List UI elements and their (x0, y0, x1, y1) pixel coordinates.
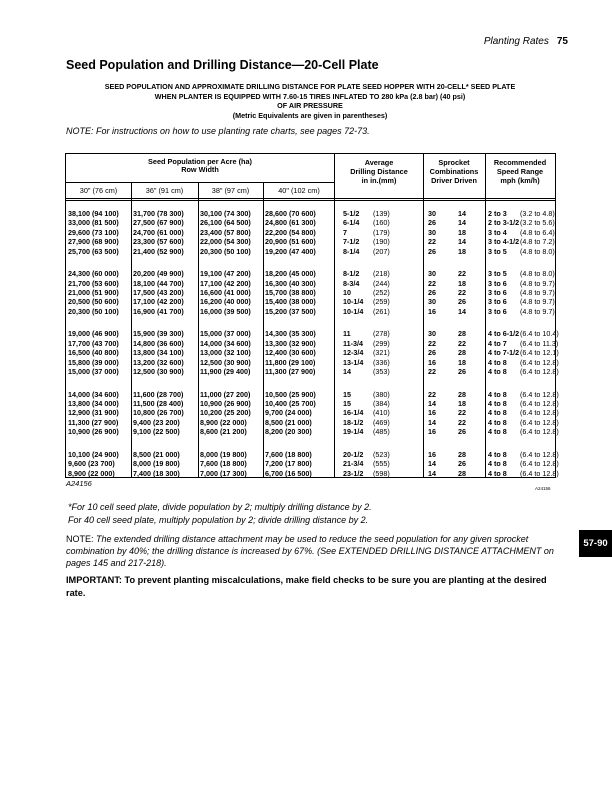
table-cell: 12,500 (30 900) (133, 367, 184, 376)
table-cell: (6.4 to 11.3) (520, 338, 559, 348)
table-cell: 4 to 8 (488, 468, 507, 478)
table-cell: 13,800 (34 000) (68, 399, 119, 408)
table-cell: 14,000 (34 600) (200, 338, 251, 348)
table-cell: (410) (373, 408, 390, 418)
table-cell: 33,000 (81 500) (68, 218, 119, 228)
table-cell: 16 (428, 449, 436, 459)
table-cell: 20,500 (50 600) (68, 297, 119, 307)
table-cell: 26,100 (64 500) (200, 218, 251, 228)
table-cell: 28,600 (70 600) (265, 209, 316, 218)
table-cell: 3 to 6 (488, 288, 507, 297)
table-cell: (4.8 to 9.7) (520, 278, 555, 288)
table-cell: 11,800 (29 100) (265, 357, 316, 367)
caption-line: WHEN PLANTER IS EQUIPPED WITH 7.60-15 TIRES INFLATED TO 280 kPa (2.8 bar) (40 psi) (154, 91, 466, 101)
table-cell: 21-3/4 (343, 459, 364, 469)
table-cell: (598) (373, 468, 390, 478)
table-cell: (160) (373, 218, 390, 228)
table-cell: 19,200 (47 400) (265, 246, 316, 256)
table-cell: 15,000 (37 000) (200, 329, 251, 339)
table-cell: 14 (428, 468, 436, 478)
table-cell: 18-1/2 (343, 417, 364, 427)
table-cell: 3 to 4-1/2 (488, 237, 520, 247)
table-cell: (261) (373, 306, 390, 316)
table-cell: 31,700 (78 300) (133, 209, 184, 218)
table-cell: 14 (458, 237, 466, 247)
table-cell: 7 (343, 227, 347, 237)
table-cell: 8,900 (22 000) (68, 468, 115, 478)
table-cell: 14 (458, 209, 466, 218)
column-30in: 30" (76 cm) (79, 186, 118, 195)
table-cell: 18 (458, 278, 466, 288)
table-cell: 17,100 (42 200) (200, 278, 251, 288)
section-tab: 57-90 (579, 530, 612, 557)
table-cell: 4 to 7 (488, 338, 507, 348)
table-cell: 16,300 (40 300) (265, 278, 316, 288)
table-cell: 7,400 (18 300) (133, 468, 180, 478)
table-cell: (6.4 to 12.8) (520, 399, 559, 408)
table-cell: (555) (373, 459, 390, 469)
table-cell: 14 (428, 459, 436, 469)
caption-line: (Metric Equivalents are given in parentheses) (232, 110, 388, 120)
table-cell: 9,600 (23 700) (68, 459, 115, 469)
column-rule (263, 182, 264, 477)
table-cell: 24,300 (60 000) (68, 269, 119, 279)
table-cell: 30 (428, 209, 436, 218)
table-cell: 23,400 (57 800) (200, 227, 251, 237)
table-cell: 14,300 (35 300) (265, 329, 316, 339)
table-cell: 11,900 (29 400) (200, 367, 251, 376)
table-cell: 10-1/4 (343, 306, 364, 316)
table-cell: 11,600 (28 700) (133, 389, 184, 399)
table-cell: 13,800 (34 100) (133, 348, 184, 358)
figure-id-small: A24156 (535, 486, 551, 491)
table-cell: 17,700 (43 700) (68, 338, 119, 348)
table-cell: (299) (373, 338, 390, 348)
column-rule (423, 154, 424, 477)
extended-distance-note (66, 533, 556, 569)
table-cell: 10,100 (24 900) (68, 449, 119, 459)
table-cell: 22 (458, 408, 466, 418)
table-cell: 13,300 (32 900) (265, 338, 316, 348)
sprocket-header-1: Sprocket (438, 158, 470, 167)
table-cell: 4 to 8 (488, 459, 507, 469)
table-cell: 16,600 (41 000) (200, 288, 251, 297)
speed-header-1: Recommended (493, 158, 547, 167)
table-cell: 7,600 (18 800) (200, 459, 247, 469)
table-cell: 15,900 (39 300) (133, 329, 184, 339)
table-cell: 14 (458, 218, 466, 228)
table-cell: (244) (373, 278, 390, 288)
footnote-40-cell: For 40 cell seed plate, multiply population by 2; divide drilling distance by 2. (68, 515, 369, 525)
table-cell: 25,700 (63 500) (68, 246, 119, 256)
column-36in: 36" (91 cm) (145, 186, 184, 195)
table-cell: 22 (428, 237, 436, 247)
table-cell: 8,000 (19 800) (200, 449, 247, 459)
table-cell: 8,500 (21 000) (265, 417, 312, 427)
table-cell: 14 (428, 417, 436, 427)
table-cell: 11-3/4 (343, 338, 363, 348)
table-cell: (3.2 to 5.6) (520, 218, 555, 228)
table-cell: (4.8 to 7.2) (520, 237, 555, 247)
table-cell: 15,800 (39 000) (68, 357, 119, 367)
table-cell: 22 (428, 389, 436, 399)
table-cell: 19,100 (47 200) (200, 269, 251, 279)
table-cell: (485) (373, 427, 390, 437)
column-40in: 40" (102 cm) (278, 186, 320, 195)
table-cell: 8,000 (19 800) (133, 459, 180, 469)
table-cell: 19-1/4 (343, 427, 364, 437)
table-cell: 28 (458, 468, 466, 478)
table-cell: 5-1/2 (343, 209, 360, 218)
table-cell: 4 to 7-1/2 (488, 348, 520, 358)
table-cell: 13-1/4 (343, 357, 364, 367)
table-cell: (353) (373, 367, 390, 376)
table-cell: 3 to 6 (488, 278, 507, 288)
table-cell: 2 to 3-1/2 (488, 218, 520, 228)
table-cell: 10-1/4 (343, 297, 364, 307)
table-cell: 27,900 (68 900) (68, 237, 119, 247)
table-cell: 15 (343, 399, 351, 408)
row-width-header: Row Width (181, 165, 219, 174)
table-cell: (278) (373, 329, 390, 339)
table-cell: (469) (373, 417, 390, 427)
table-cell: 14 (428, 399, 436, 408)
table-cell: (6.4 to 12.8) (520, 417, 559, 427)
table-cell: 22 (458, 269, 466, 279)
table-cell: 20,900 (51 600) (265, 237, 316, 247)
table-cell: (259) (373, 297, 390, 307)
table-cell: 10 (343, 288, 351, 297)
table-cell: 15,400 (38 000) (265, 297, 316, 307)
table-cell: (6.4 to 12.8) (520, 408, 559, 418)
table-cell: 18 (458, 227, 466, 237)
table-cell: 30 (428, 227, 436, 237)
table-cell: 22,200 (54 800) (265, 227, 316, 237)
table-cell: 17,100 (42 200) (133, 297, 184, 307)
table-cell: 17,500 (43 200) (133, 288, 184, 297)
note-text: The extended drilling distance attachment may be used to reduce the seed population for any given sprocket combination by 40%; the drilling distance is increased by 67%. (See EXTENDED DRILLING DISTANCE ATTACHMENT on pages 145 and 217-218). (66, 534, 554, 568)
table-cell: 20,300 (50 100) (200, 246, 251, 256)
header-rule (66, 182, 335, 183)
table-cell: 8-3/4 (343, 278, 360, 288)
table-cell: (321) (373, 348, 390, 358)
table-cell: 4 to 6-1/2 (488, 329, 520, 339)
table-cell: 4 to 8 (488, 367, 507, 376)
table-cell: 12,900 (31 900) (68, 408, 119, 418)
table-cell: 14,800 (36 600) (133, 338, 184, 348)
table-cell: 30 (428, 269, 436, 279)
table-cell: 11,300 (27 900) (68, 417, 119, 427)
table-cell: 18 (458, 357, 466, 367)
table-cell: 26 (428, 218, 436, 228)
column-rule (334, 154, 335, 477)
table-cell: 16 (428, 408, 436, 418)
table-cell: 4 to 8 (488, 357, 507, 367)
table-cell: 16 (428, 427, 436, 437)
table-cell: (6.4 to 12.8) (520, 468, 559, 478)
table-cell: (6.4 to 12.8) (520, 427, 559, 437)
table-cell: (6.4 to 12.1) (520, 348, 559, 358)
table-cell: 22 (428, 338, 436, 348)
table-cell: 30 (428, 297, 436, 307)
table-cell: 9,100 (22 500) (133, 427, 180, 437)
header-rule (66, 200, 555, 201)
table-cell: 9,400 (23 200) (133, 417, 180, 427)
table-cell: 14 (343, 367, 351, 376)
table-cell: 16,000 (39 500) (200, 306, 251, 316)
table-cell: 4 to 8 (488, 427, 507, 437)
table-cell: 2 to 3 (488, 209, 507, 218)
table-cell: 4 to 8 (488, 399, 507, 408)
table-cell: 30 (428, 329, 436, 339)
table-cell: 10,900 (26 900) (200, 399, 251, 408)
table-cell: (179) (373, 227, 390, 237)
table-cell: 3 to 6 (488, 297, 507, 307)
table-cell: 22 (458, 417, 466, 427)
table-cell: 10,800 (26 700) (133, 408, 184, 418)
table-cell: (6.4 to 12.8) (520, 367, 559, 376)
table-cell: 10,400 (25 700) (265, 399, 316, 408)
table-cell: 21,000 (51 900) (68, 288, 119, 297)
caption-line: SEED POPULATION AND APPROXIMATE DRILLING DISTANCE FOR PLATE SEED HOPPER WITH 20-CELL* SEED PLATE (104, 82, 516, 91)
drilling-header-2: Drilling Distance (350, 167, 408, 176)
table-cell: 4 to 8 (488, 417, 507, 427)
table-cell: (139) (373, 209, 390, 218)
table-cell: 20,300 (50 100) (68, 306, 119, 316)
column-rule (198, 182, 199, 477)
table-cell: 7,200 (17 800) (265, 459, 312, 469)
page-title: Seed Population and Drilling Distance—20-Cell Plate (66, 58, 379, 72)
table-cell: 15,700 (38 800) (265, 288, 316, 297)
table-cell: 26 (458, 367, 466, 376)
table-cell: 11,000 (27 200) (200, 389, 251, 399)
table-cell: 30,100 (74 300) (200, 209, 251, 218)
table-cell: 26 (428, 288, 436, 297)
caption-line: OF AIR PRESSURE (277, 101, 343, 111)
important-notice: IMPORTANT: To prevent planting miscalculations, make field checks to be sure you are planting at the desired rate. (66, 575, 547, 598)
running-header (484, 36, 568, 47)
table-cell: 16 (428, 306, 436, 316)
drilling-header-1: Average (364, 158, 394, 167)
table-cell: (4.8 to 9.7) (520, 297, 555, 307)
table-cell: 14 (458, 306, 466, 316)
instructions-note: NOTE: For instructions on how to use planting rate charts, see pages 72-73. (66, 126, 370, 136)
table-cell: 21,700 (53 600) (68, 278, 119, 288)
table-cell: 18 (458, 246, 466, 256)
sprocket-header-3: Driver Driven (431, 176, 477, 185)
table-cell: 21,400 (52 900) (133, 246, 184, 256)
table-cell: (6.4 to 12.8) (520, 449, 559, 459)
table-cell: 28 (458, 389, 466, 399)
drilling-header-3: in in.(mm) (361, 176, 397, 185)
table-cell: 10,500 (25 900) (265, 389, 316, 399)
table-cell: 3 to 5 (488, 246, 507, 256)
table-cell: (380) (373, 389, 390, 399)
table-cell: 26 (458, 459, 466, 469)
table-cell: 6-1/4 (343, 218, 360, 228)
table-cell: 8-1/4 (343, 246, 360, 256)
table-cell: 12,500 (30 900) (200, 357, 251, 367)
section-name: Planting Rates (483, 36, 549, 47)
table-cell: (190) (373, 237, 390, 247)
table-cell: 26 (428, 348, 436, 358)
table-cell: 7,600 (18 800) (265, 449, 312, 459)
table-cell: 29,600 (73 100) (68, 227, 119, 237)
table-cell: 22 (428, 367, 436, 376)
table-cell: (252) (373, 288, 390, 297)
population-header: Seed Population per Acre (ha) (148, 157, 252, 166)
table-cell: 19,000 (46 900) (68, 329, 119, 339)
table-cell: 16,900 (41 700) (133, 306, 184, 316)
table-cell: (4.8 to 8.0) (520, 246, 555, 256)
table-cell: 13,200 (32 600) (133, 357, 184, 367)
table-cell: (336) (373, 357, 390, 367)
table-cell: 12,400 (30 600) (265, 348, 316, 358)
table-cell: 20,200 (49 900) (133, 269, 184, 279)
table-cell: 15 (343, 389, 351, 399)
table-cell: (218) (373, 269, 390, 279)
table-cell: 11,300 (27 900) (265, 367, 316, 376)
table-cell: (384) (373, 399, 390, 408)
column-rule (485, 154, 486, 477)
table-cell: 23,300 (57 600) (133, 237, 184, 247)
table-cell: 22 (458, 338, 466, 348)
table-cell: 4 to 8 (488, 389, 507, 399)
table-cell: 28 (458, 449, 466, 459)
table-cell: 11 (343, 329, 351, 339)
table-cell: (6.4 to 12.8) (520, 357, 559, 367)
table-cell: 22,000 (54 300) (200, 237, 251, 247)
table-cell: 7,000 (17 300) (200, 468, 247, 478)
note-label: NOTE: (66, 534, 94, 544)
table-cell: (6.4 to 10.4) (520, 329, 559, 339)
table-cell: 3 to 4 (488, 227, 507, 237)
table-cell: 8,500 (21 000) (133, 449, 180, 459)
table-cell: 15,000 (37 000) (68, 367, 119, 376)
table-cell: 18,200 (45 000) (265, 269, 316, 279)
table-cell: (207) (373, 246, 390, 256)
table-cell: 15,200 (37 500) (265, 306, 316, 316)
table-cell: 28 (458, 329, 466, 339)
table-cell: 27,500 (67 900) (133, 218, 184, 228)
table-cell: 13,000 (32 100) (200, 348, 251, 358)
table-cell: 20-1/2 (343, 449, 364, 459)
table-cell: 6,700 (16 500) (265, 468, 312, 478)
table-cell: (4.8 to 6.4) (520, 227, 555, 237)
table-cell: 4 to 8 (488, 449, 507, 459)
table-cell: 12-3/4 (343, 348, 364, 358)
table-caption (66, 82, 554, 120)
table-cell: 26 (458, 427, 466, 437)
table-cell: 16,200 (40 000) (200, 297, 251, 307)
table-cell: 16 (428, 357, 436, 367)
table-cell: 22 (458, 288, 466, 297)
table-cell: 9,700 (24 000) (265, 408, 312, 418)
table-cell: (6.4 to 12.8) (520, 389, 559, 399)
table-cell: 28 (458, 348, 466, 358)
table-cell: (4.8 to 9.7) (520, 288, 555, 297)
table-cell: (4.8 to 8.0) (520, 269, 555, 279)
column-38in: 38" (97 cm) (211, 186, 250, 195)
column-rule (131, 182, 132, 477)
table-cell: 26 (428, 246, 436, 256)
table-cell: 24,800 (61 300) (265, 218, 316, 228)
table-cell: 11,500 (28 400) (133, 399, 184, 408)
figure-id: A24156 (66, 479, 92, 488)
table-cell: 7-1/2 (343, 237, 360, 247)
table-cell: (4.8 to 9.7) (520, 306, 555, 316)
table-cell: 10,200 (25 200) (200, 408, 251, 418)
table-cell: 8,600 (21 200) (200, 427, 247, 437)
table-cell: 4 to 8 (488, 408, 507, 418)
table-cell: 38,100 (94 100) (68, 209, 119, 218)
table-cell: 24,700 (61 000) (133, 227, 184, 237)
table-cell: 16,500 (40 800) (68, 348, 119, 358)
header-rule (66, 198, 555, 199)
table-cell: 3 to 5 (488, 269, 507, 279)
table-cell: (6.4 to 12.8) (520, 459, 559, 469)
table-cell: 3 to 6 (488, 306, 507, 316)
table-cell: 8,900 (22 000) (200, 417, 247, 427)
table-cell: 14,000 (34 600) (68, 389, 119, 399)
table-cell: (3.2 to 4.8) (520, 209, 555, 218)
table-cell: 10,900 (26 900) (68, 427, 119, 437)
table-cell: 8,200 (20 300) (265, 427, 312, 437)
speed-header-3: mph (km/h) (500, 176, 540, 185)
speed-header-2: Speed Range (496, 167, 544, 176)
table-cell: 8-1/2 (343, 269, 360, 279)
table-cell: 23-1/2 (343, 468, 364, 478)
seed-population-table (65, 153, 559, 478)
table-cell: 26 (458, 297, 466, 307)
table-cell: (523) (373, 449, 390, 459)
sprocket-header-2: Combinations (429, 167, 479, 176)
table-cell: 18 (458, 399, 466, 408)
footnote-10-cell: *For 10 cell seed plate, divide population by 2; multiply drilling distance by 2. (68, 502, 372, 512)
page-number: 75 (556, 36, 568, 47)
table-cell: 22 (428, 278, 436, 288)
table-cell: 16-1/4 (343, 408, 364, 418)
table-cell: 18,100 (44 700) (133, 278, 184, 288)
